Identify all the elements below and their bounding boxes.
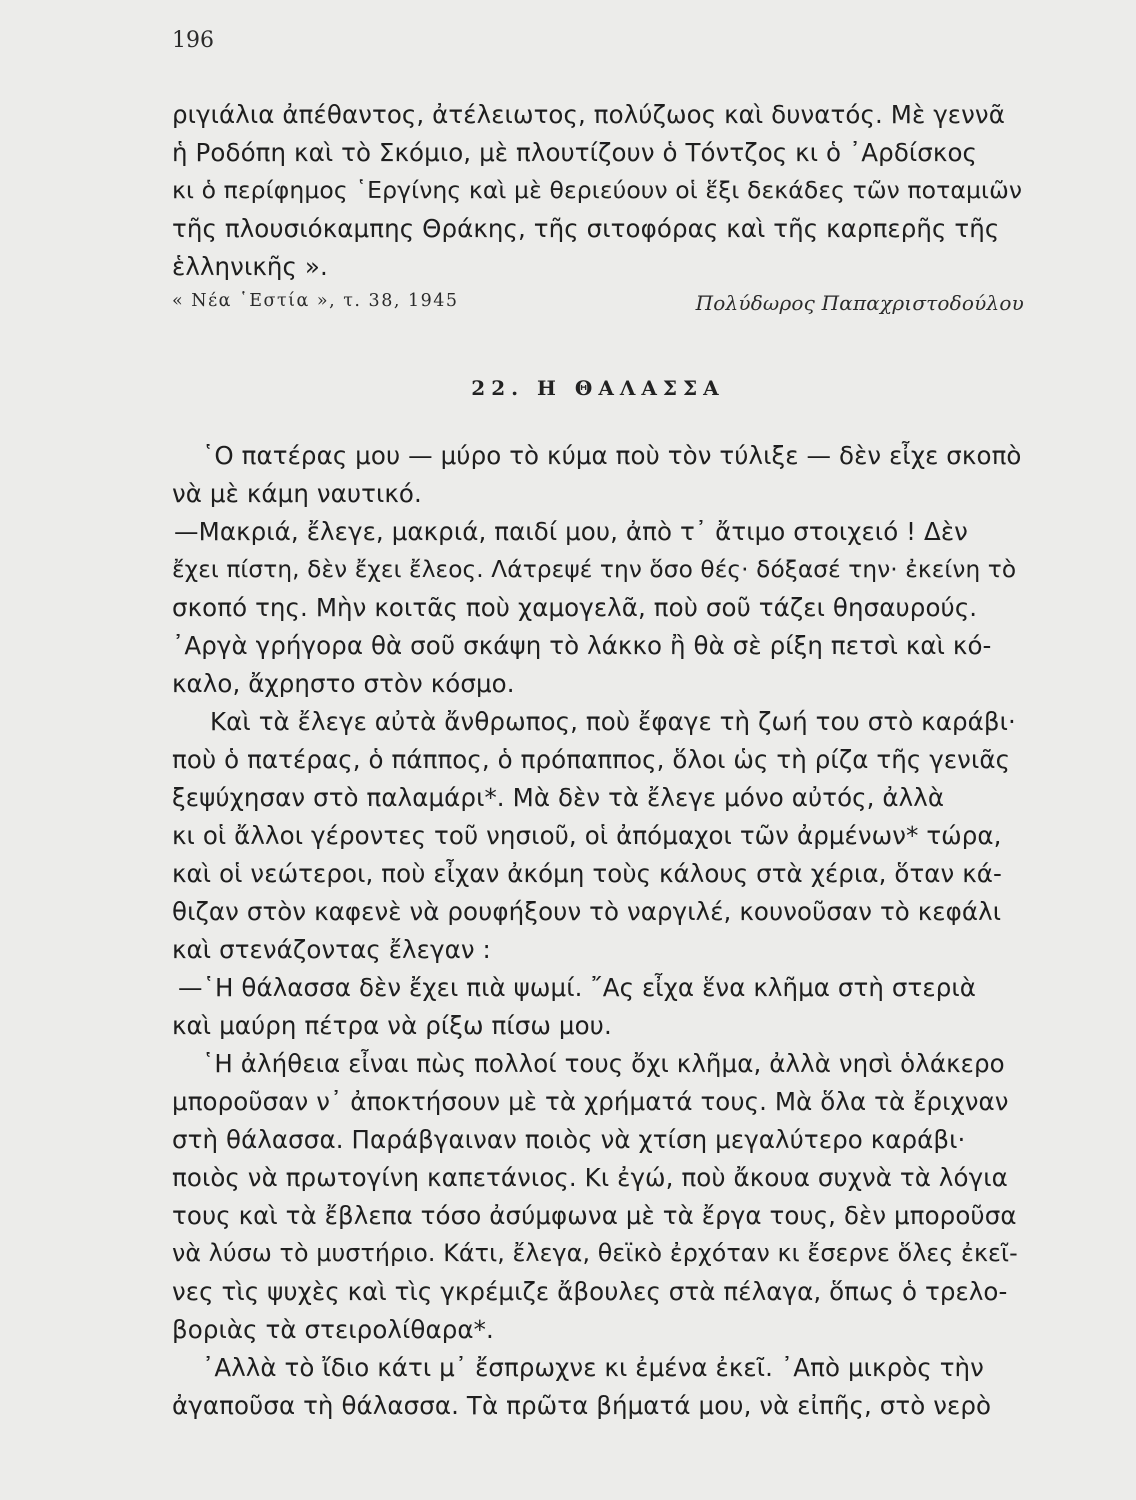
text-line: ξεψύχησαν στὸ παλαμάρι*. Μὰ δὲν τὰ ἔλεγε μόνο αὐτός, ἀλλὰ xyxy=(172,783,945,812)
intro-paragraph xyxy=(172,100,1024,293)
source-citation: « Νέα ῾Εστία », τ. 38, 1945 xyxy=(172,291,459,311)
text-line: σκοπό της. Μὴν κοιτᾶς ποὺ χαμογελᾶ, ποὺ σοῦ τάζει θησαυρούς. xyxy=(172,593,978,622)
text-line: καὶ οἱ νεώτεροι, ποὺ εἶχαν ἀκόμη τοὺς κάλους στὰ χέρια, ὅταν κά- xyxy=(172,859,1002,888)
text-line: θιζαν στὸν καφενὲ νὰ ρουφήξουν τὸ ναργιλέ, κουνοῦσαν τὸ κεφάλι xyxy=(172,897,1002,926)
text-line: ᾿Αργὰ γρήγορα θὰ σοῦ σκάψη τὸ λάκκο ἢ θὰ σὲ ρίξη πετσὶ καὶ κό- xyxy=(172,631,992,660)
text-line: βοριὰς τὰ στειρολίθαρα*. xyxy=(172,1315,494,1344)
section-heading: 22. Η ΘΑΛΑΣΣΑ xyxy=(471,376,725,400)
text-line: ἔχει πίστη, δὲν ἔχει ἔλεος. Λάτρεψέ την ὅσο θές· δόξασέ την· ἐκείνη τὸ xyxy=(172,556,1017,583)
text-line: νὰ λύσω τὸ μυστήριο. Κάτι, ἔλεγα, θεϊκὸ ἐρχόταν κι ἔσερνε ὅλες ἐκεῖ- xyxy=(172,1239,1018,1267)
text-line: ποὺ ὁ πατέρας, ὁ πάππος, ὁ πρόπαππος, ὅλοι ὡς τὴ ρίζα τῆς γενιᾶς xyxy=(172,745,1011,774)
text-line: καὶ στενάζοντας ἔλεγαν : xyxy=(172,935,491,964)
text-line: ἀγαποῦσα τὴ θάλασσα. Τὰ πρῶτα βήματά μου, νὰ εἰπῆς, στὸ νερὸ xyxy=(172,1391,992,1420)
text-line: ποιὸς νὰ πρωτογίνη καπετάνιος. Κι ἐγώ, ποὺ ἄκουα συχνὰ τὰ λόγια xyxy=(172,1163,1008,1192)
source-attribution xyxy=(172,291,1024,315)
text-line: —῾Η θάλασσα δὲν ἔχει πιὰ ψωμί. ῎Ας εἶχα ἕνα κλῆμα στὴ στεριὰ xyxy=(178,973,977,1002)
text-line: μποροῦσαν ν᾿ ἀποκτήσουν μὲ τὰ χρήματά τους. Μὰ ὅλα τὰ ἔριχναν xyxy=(172,1087,1009,1116)
text-line: τους καὶ τὰ ἔβλεπα τόσο ἀσύμφωνα μὲ τὰ ἔργα τους, δὲν μποροῦσα xyxy=(172,1201,1017,1230)
text-line: κι οἱ ἄλλοι γέροντες τοῦ νησιοῦ, οἱ ἀπόμαχοι τῶν ἀρμένων* τώρα, xyxy=(172,821,1002,850)
text-line: ἑλληνικῆς ». xyxy=(172,252,328,281)
text-line: καὶ μαύρη πέτρα νὰ ρίξω πίσω μου. xyxy=(172,1011,612,1040)
text-line: Καὶ τὰ ἔλεγε αὐτὰ ἄνθρωπος, ποὺ ἔφαγε τὴ ζωή του στὸ καράβι· xyxy=(210,707,1016,736)
text-line: ῾Η ἀλήθεια εἶναι πὼς πολλοί τους ὄχι κλῆμα, ἀλλὰ νησὶ ὁλάκερο xyxy=(202,1049,1005,1078)
text-line: νες τὶς ψυχὲς καὶ τὶς γκρέμιζε ἄβουλες στὰ πέλαγα, ὅπως ὁ τρελο- xyxy=(172,1277,1008,1306)
text-line: ἡ Ροδόπη καὶ τὸ Σκόμιο, μὲ πλουτίζουν ὁ Τόντζος κι ὁ ᾿Αρδίσκος xyxy=(172,138,978,167)
text-line: ριγιάλια ἀπέθαντος, ἀτέλειωτος, πολύζωος καὶ δυνατός. Μὲ γεννᾶ xyxy=(172,100,1005,129)
text-line: νὰ μὲ κάμη ναυτικό. xyxy=(172,479,422,508)
source-author: Πολύδωρος Παπαχριστοδούλου xyxy=(695,291,1024,315)
text-line: καλο, ἄχρηστο στὸν κόσμο. xyxy=(172,669,515,698)
text-line: ᾿Αλλὰ τὸ ἴδιο κάτι μ᾿ ἔσπρωχνε κι ἐμένα ἐκεῖ. ᾿Απὸ μικρὸς τὴν xyxy=(202,1353,984,1382)
text-line: στὴ θάλασσα. Παράβγαιναν ποιὸς νὰ χτίση μεγαλύτερο καράβι· xyxy=(172,1125,966,1154)
text-line: —Μακριά, ἔλεγε, μακριά, παιδί μου, ἀπὸ τ᾿ ἄτιμο στοιχειό ! Δὲν xyxy=(174,517,968,546)
text-line: κι ὁ περίφημος ῾Εργίνης καὶ μὲ θεριεύουν οἱ ἕξι δεκάδες τῶν ποταμιῶν xyxy=(172,176,1023,204)
text-line: τῆς πλουσιόκαμπης Θράκης, τῆς σιτοφόρας καὶ τῆς καρπερῆς τῆς xyxy=(172,214,1000,243)
body-text xyxy=(172,441,1024,1432)
page-number: 196 xyxy=(172,28,214,53)
text-line: ῾Ο πατέρας μου — μύρο τὸ κύμα ποὺ τὸν τύλιξε — δὲν εἶχε σκοπὸ xyxy=(202,441,1022,470)
